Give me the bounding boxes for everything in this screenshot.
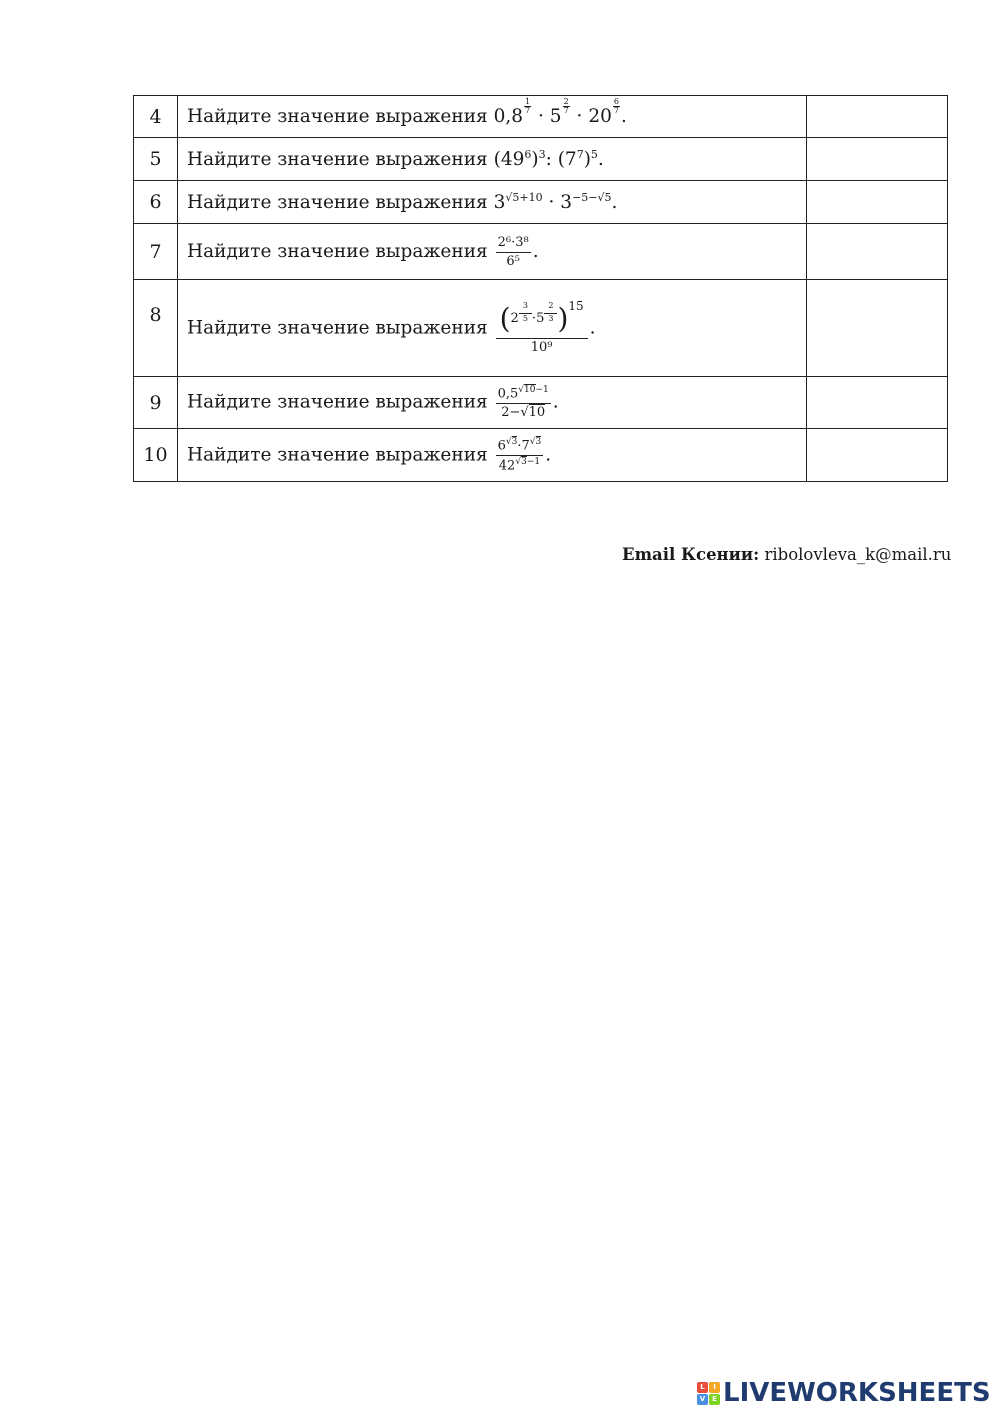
task-text: Найдите значение выражения (2 $\frac{3}{5}$ ·5 $\frac{2}{3}$ )15 10⁹ . [178, 280, 807, 377]
answer-field[interactable] [807, 280, 948, 377]
task-number: 9 [134, 377, 178, 429]
answer-field[interactable] [807, 429, 948, 482]
table-row [134, 280, 948, 377]
answer-field[interactable] [807, 96, 948, 138]
liveworksheets-logo[interactable] [697, 1378, 991, 1408]
table-row [134, 138, 948, 181]
task-text: Найдите значение выражения $\frac{0,5^{√10-1}}{2-√10}$ . [178, 377, 807, 429]
logo-icon: L I V E [697, 1382, 720, 1405]
task-text: Найдите значение выражения $3^{√5+10} \cdot 3^{-5-√5}$. [178, 181, 807, 224]
expression: 0,8 $\frac{1}{7}$ · 5 $\frac{2}{7}$ · 20 $\frac{6}{7}$ . [493, 96, 627, 127]
expression: $\frac{0,5^{√10-1}}{2-√10}$ [497, 384, 549, 421]
tasks-table [133, 95, 948, 482]
expression: $\frac{\text{2⁶·3⁸}}{\text{6⁵}}$ [497, 234, 529, 269]
table-row [134, 429, 948, 482]
task-text: Найдите значение выражения $(49^6)^3$: $(7^7)^5$. [178, 138, 807, 181]
task-number: 8 [134, 280, 178, 377]
task-number: 4 [134, 96, 178, 138]
expression: $\frac{6^{√3}\cdot 7^{√3}}{42^{√3-1}}$ [497, 436, 542, 474]
table-row [134, 96, 948, 138]
table-row [134, 377, 948, 429]
task-number: 6 [134, 181, 178, 224]
expression: (2 $\frac{3}{5}$ ·5 $\frac{2}{3}$ )15 10⁹ [496, 302, 588, 355]
answer-field[interactable] [807, 138, 948, 181]
task-number: 5 [134, 138, 178, 181]
table-row [134, 181, 948, 224]
answer-field[interactable] [807, 224, 948, 280]
expression: $3^{√5+10} \cdot 3^{-5-√5}$. [493, 190, 618, 214]
expression: $(49^6)^3$: $(7^7)^5$. [493, 147, 604, 171]
task-text: Найдите значение выражения $\frac{\text{2⁶·3⁸}}{\text{6⁵}}$ . [178, 224, 807, 280]
email-value[interactable]: ribolovleva_k@mail.ru [764, 545, 952, 564]
table-row [134, 224, 948, 280]
task-text: Найдите значение выражения 0,8 $\frac{1}{7}$ · 5 $\frac{2}{7}$ · 20 $\frac{6}{7}$ . [178, 96, 807, 138]
task-number: 10 [134, 429, 178, 482]
answer-field[interactable] [807, 181, 948, 224]
answer-field[interactable] [807, 377, 948, 429]
author-email [622, 545, 951, 564]
task-number: 7 [134, 224, 178, 280]
task-text: Найдите значение выражения $\frac{6^{√3}\cdot 7^{√3}}{42^{√3-1}}$ . [178, 429, 807, 482]
brand-name: LIVEWORKSHEETS [723, 1378, 991, 1408]
email-label: Email Ксении: [622, 545, 760, 564]
